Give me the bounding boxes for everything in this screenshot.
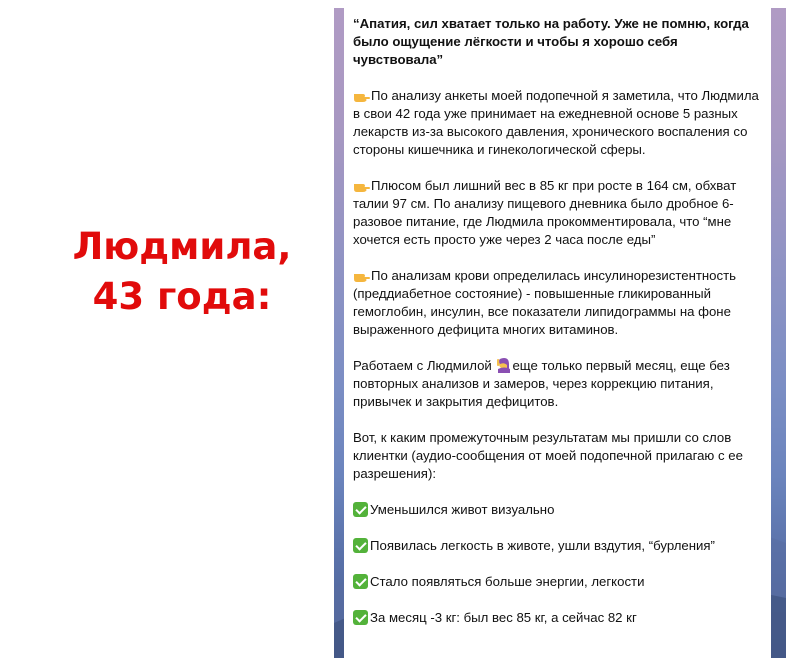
message-paragraph-4: [353, 357, 763, 411]
woman-raising-hand-icon: [495, 357, 511, 373]
paragraph-2-text: Плюсом был лишний вес в 85 кг при росте в 164 см, обхват талии 97 см. По анализу пищевого дневника было дробное 6-разовое питание, где Людмила прокомментировала, что “мне хочется есть просто уже через 2 часа после еды”: [353, 178, 737, 247]
result-item: [353, 573, 763, 591]
result-text: Стало появляться больше энергии, легкости: [370, 574, 645, 589]
chat-message-bubble: [344, 8, 771, 658]
paragraph-3-text: По анализам крови определилась инсулинорезистентность (преддиабетное состояние) - повышенные гликированный гемоглобин, инсулин, все показатели липидограммы на фоне выраженного дефицита многих витаминов.: [353, 268, 737, 337]
result-text: Уменьшился живот визуально: [370, 502, 555, 517]
paragraph-1-text: По анализу анкеты моей подопечной я заметила, что Людмила в свои 42 года уже принимает на ежедневной основе 5 разных лекарств из-за высокого давления, хронического воспаления со стороны кишечника и гинекологической сферы.: [353, 88, 759, 157]
client-caption: [40, 222, 324, 322]
message-paragraph-3: [353, 267, 763, 339]
message-paragraph-2: [353, 177, 763, 249]
check-mark-icon: [353, 538, 368, 553]
pointing-hand-icon: [353, 269, 370, 283]
pointing-hand-icon: [353, 89, 370, 103]
check-mark-icon: [353, 574, 368, 589]
result-text: За месяц -3 кг: был вес 85 кг, а сейчас 82 кг: [370, 610, 637, 625]
check-mark-icon: [353, 502, 368, 517]
client-quote: “Апатия, сил хватает только на работу. Уже не помню, когда было ощущение лёгкости и чтобы я хорошо себя чувствовала”: [353, 16, 749, 67]
result-item: [353, 609, 763, 627]
result-item: [353, 501, 763, 519]
result-text: Появилась легкость в животе, ушли вздутия, “бурления”: [370, 538, 715, 553]
pointing-hand-icon: [353, 179, 370, 193]
message-paragraph-5: Вот, к каким промежуточным результатам мы пришли со слов клиентки (аудио-сообщения от моей подопечной прилагаю с ее разрешения):: [353, 430, 743, 481]
message-paragraph-1: [353, 87, 763, 159]
check-mark-icon: [353, 610, 368, 625]
result-item: [353, 537, 763, 555]
paragraph-4-text-a: Работаем с Людмилой: [353, 358, 496, 373]
client-name: Людмила,: [72, 225, 292, 268]
client-age: 43 года:: [92, 275, 272, 318]
paragraph-4-text-b: еще только первый месяц, еще без повторных анализов и замеров, через коррекцию питания, привычек и закрытия дефицитов.: [353, 358, 730, 409]
